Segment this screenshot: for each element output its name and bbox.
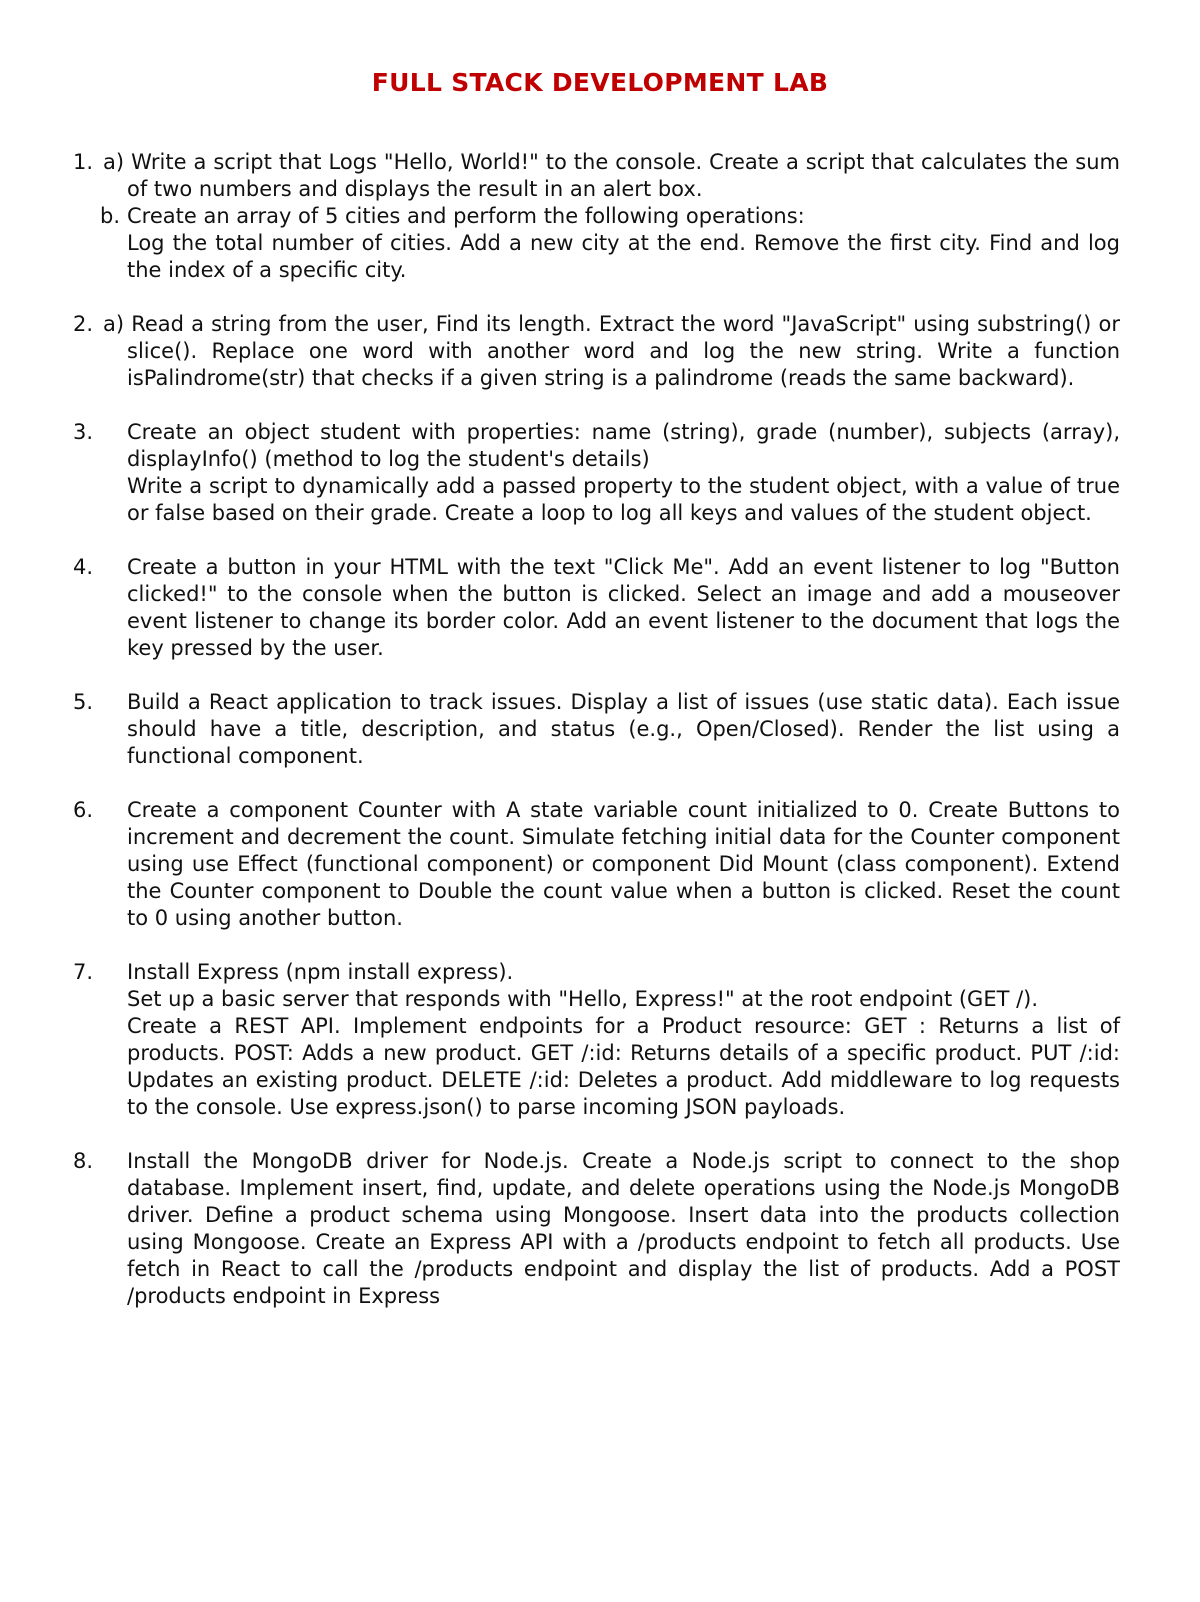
item-number: 5. xyxy=(73,690,94,714)
item-paragraph: Create a component Counter with A state variable count initialized to 0. Create Buttons to increment and decrement the count. Simulate fetching initial data for the Counter component using use Effect (functional component) or component Did Mount (class component). Extend the Counter component to Double the count value when a button is clicked. Reset the count to 0 using another button. xyxy=(127,798,1120,930)
sub-label-a: a) xyxy=(103,150,125,174)
list-item xyxy=(73,419,1120,527)
list-item xyxy=(73,959,1120,1121)
item-number: 3. xyxy=(73,420,94,444)
sub-label-b: b. xyxy=(100,204,121,228)
item-text: Write a script that Logs "Hello, World!" to the console. Create a script that calculates the sum of two numbers and displays the result in an alert box. xyxy=(127,150,1120,201)
list-item xyxy=(73,689,1120,770)
item-number: 2. xyxy=(73,312,94,336)
item-number: 4. xyxy=(73,555,94,579)
sub-label-a: a) xyxy=(103,312,125,336)
list-item xyxy=(73,797,1120,932)
item-number: 8. xyxy=(73,1149,94,1173)
item-paragraph: Write a script to dynamically add a passed property to the student object, with a value of true or false based on their grade. Create a loop to log all keys and values of the student object. xyxy=(127,474,1120,525)
item-paragraph: Build a React application to track issues. Display a list of issues (use static data). Each issue should have a title, description, and status (e.g., Open/Closed). Render the list using a functional component. xyxy=(127,690,1120,768)
item-text-continued: Log the total number of cities. Add a new city at the end. Remove the first city. Find and log the index of a specific city. xyxy=(127,231,1120,282)
item-paragraph: Install the MongoDB driver for Node.js. Create a Node.js script to connect to the shop database. Implement insert, find, update, and delete operations using the Node.js MongoDB driver. Define a product schema using Mongoose. Insert data into the products collection using Mongoose. Create an Express API with a /products endpoint to fetch all products. Use fetch in React to call the /products endpoint and display the list of products. Add a POST /products endpoint in Express xyxy=(127,1149,1120,1308)
list-item xyxy=(73,554,1120,662)
item-subpart-b xyxy=(73,203,1120,284)
item-number: 7. xyxy=(73,960,94,984)
list-item xyxy=(73,311,1120,392)
item-paragraph: Create an object student with properties: name (string), grade (number), subjects (array), displayInfo() (method to log the student's details) xyxy=(127,420,1120,471)
item-paragraph: Create a button in your HTML with the text "Click Me". Add an event listener to log "Button clicked!" to the console when the button is clicked. Select an image and add a mouseover event listener to change its border color. Add an event listener to the document that logs the key pressed by the user. xyxy=(127,555,1120,660)
item-paragraph: Set up a basic server that responds with "Hello, Express!" at the root endpoint (GET /). xyxy=(127,987,1039,1011)
list-item xyxy=(73,149,1120,284)
list-item xyxy=(73,1148,1120,1310)
item-paragraph xyxy=(73,149,1120,203)
document-title: FULL STACK DEVELOPMENT LAB xyxy=(371,68,829,97)
item-text: Read a string from the user, Find its length. Extract the word "JavaScript" using substring() or slice(). Replace one word with another word and log the new string. Write a function isPalindrome(str) that checks if a given string is a palindrome (reads the same backward). xyxy=(127,312,1120,390)
item-number: 6. xyxy=(73,798,94,822)
item-paragraph: Install Express (npm install express). xyxy=(127,960,514,984)
item-number: 1. xyxy=(73,150,94,174)
item-paragraph xyxy=(73,311,1120,392)
item-text: Create an array of 5 cities and perform the following operations: xyxy=(127,204,805,228)
item-paragraph: Create a REST API. Implement endpoints for a Product resource: GET : Returns a list of products. POST: Adds a new product. GET /:id: Returns details of a specific product. PUT /:id: Updates an existing product. DELETE /:id: Deletes a product. Add middleware to log requests to the console. Use express.json() to parse incoming JSON payloads. xyxy=(127,1014,1120,1119)
lab-task-list xyxy=(73,149,1120,1337)
